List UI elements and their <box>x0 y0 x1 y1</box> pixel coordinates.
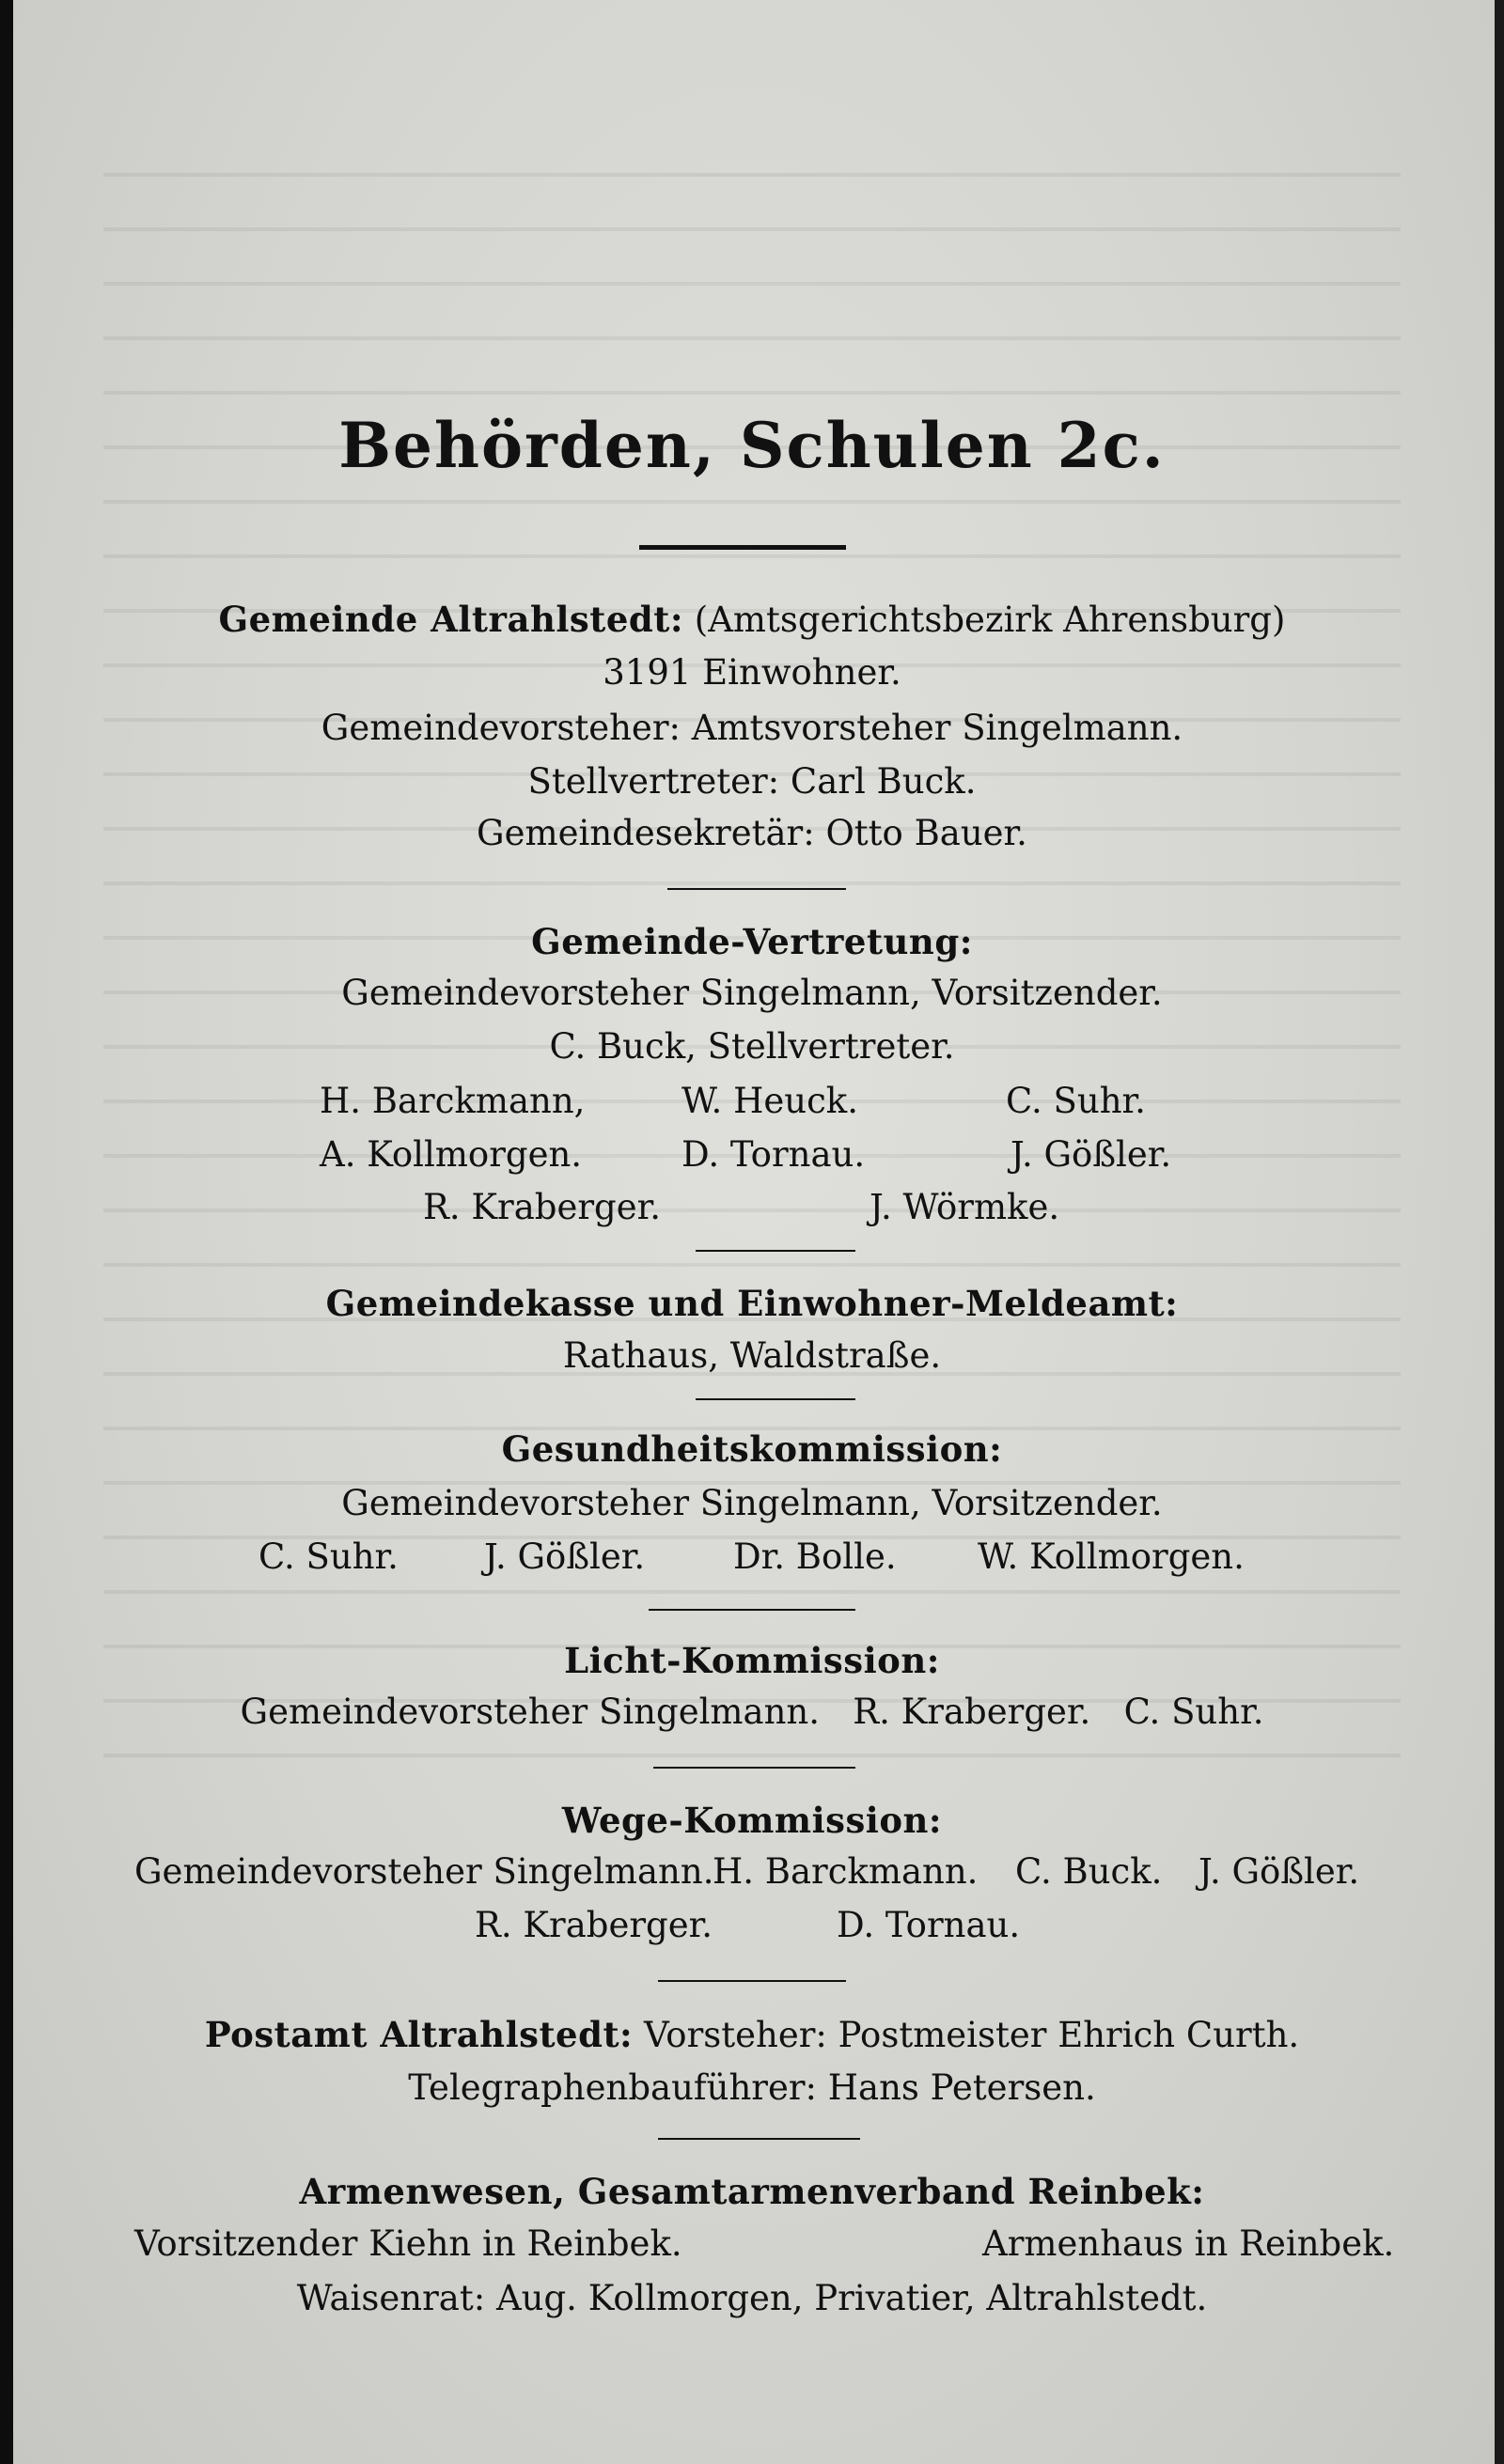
vertretung-member: A. Kollmorgen. <box>320 1134 583 1175</box>
post-heading-line <box>0 2014 1504 2055</box>
vertretung-member: J. Wörmke. <box>870 1187 1060 1227</box>
vertretung-member: C. Suhr. <box>1006 1081 1146 1121</box>
vertretung-deputy: C. Buck, Stellvertreter. <box>549 1026 955 1067</box>
kasse-address: Rathaus, Waldstraße. <box>562 1335 942 1376</box>
section-divider <box>658 2138 860 2140</box>
wege-member: R. Kraberger. <box>475 1905 713 1945</box>
gesundheit-heading: Gesundheitskommission: <box>501 1428 1003 1470</box>
gemeinde-district: (Amtsgerichtsbezirk Ahrensburg) <box>694 600 1286 640</box>
gesundheit-member: C. Suhr. <box>258 1536 399 1577</box>
post-telegraph: Telegraphenbauführer: Hans Petersen. <box>408 2067 1096 2108</box>
vertretung-member: J. Gößler. <box>1010 1134 1172 1175</box>
section-divider <box>667 888 846 890</box>
kasse-heading: Gemeindekasse und Einwohner-Meldeamt: <box>325 1283 1179 1324</box>
title-rule <box>639 545 846 550</box>
wege-member: Gemeindevorsteher Singelmann. <box>134 1851 714 1892</box>
armen-house: Armenhaus in Reinbek. <box>982 2223 1395 2264</box>
vertretung-member: D. Tornau. <box>682 1134 866 1175</box>
licht-members: Gemeindevorsteher Singelmann. R. Kraberger. C. Suhr. <box>240 1692 1264 1732</box>
gesundheit-member: Dr. Bolle. <box>733 1536 897 1577</box>
licht-heading: Licht-Kommission: <box>564 1640 940 1681</box>
gemeinde-vorsteher: Gemeindevorsteher: Amtsvorsteher Singelmann. <box>321 708 1183 748</box>
section-divider <box>658 1980 846 1982</box>
post-vorsteher: Vorsteher: Postmeister Ehrich Curth. <box>643 2015 1300 2055</box>
armen-waisenrat: Waisenrat: Aug. Kollmorgen, Privatier, Altrahlstedt. <box>296 2278 1208 2318</box>
gesundheit-member: J. Gößler. <box>484 1536 646 1577</box>
section-divider <box>696 1250 855 1252</box>
section-divider <box>653 1767 855 1769</box>
wege-member: H. Barckmann. <box>713 1851 979 1892</box>
vertretung-member: W. Heuck. <box>682 1081 858 1121</box>
section-divider <box>649 1609 855 1611</box>
section-divider <box>696 1398 855 1400</box>
gemeinde-heading: Gemeinde Altrahlstedt: <box>218 599 683 640</box>
armen-heading: Armenwesen, Gesamtarmenverband Reinbek: <box>299 2171 1205 2212</box>
gemeinde-heading-line <box>0 599 1504 640</box>
page-title: Behörden, Schulen 2c. <box>338 409 1166 482</box>
gesundheit-member: W. Kollmorgen. <box>978 1536 1245 1577</box>
wege-heading: Wege-Kommission: <box>561 1800 943 1841</box>
post-heading: Postamt Altrahlstedt: <box>204 2014 634 2055</box>
gemeinde-sekretaer: Gemeindesekretär: Otto Bauer. <box>477 813 1027 853</box>
wege-member: D. Tornau. <box>837 1905 1021 1945</box>
wege-member: C. Buck. <box>1015 1851 1163 1892</box>
armen-chair: Vorsitzender Kiehn in Reinbek. <box>134 2223 682 2264</box>
vertretung-member: R. Kraberger. <box>423 1187 662 1227</box>
gemeinde-population: 3191 Einwohner. <box>603 652 901 693</box>
vertretung-member: H. Barckmann, <box>320 1081 586 1121</box>
vertretung-heading: Gemeinde-Vertretung: <box>531 921 973 962</box>
wege-member: J. Gößler. <box>1198 1851 1360 1892</box>
gemeinde-stellvertreter: Stellvertreter: Carl Buck. <box>527 761 977 802</box>
gesundheit-chair: Gemeindevorsteher Singelmann, Vorsitzender. <box>341 1483 1163 1523</box>
vertretung-chair: Gemeindevorsteher Singelmann, Vorsitzender. <box>341 973 1163 1013</box>
